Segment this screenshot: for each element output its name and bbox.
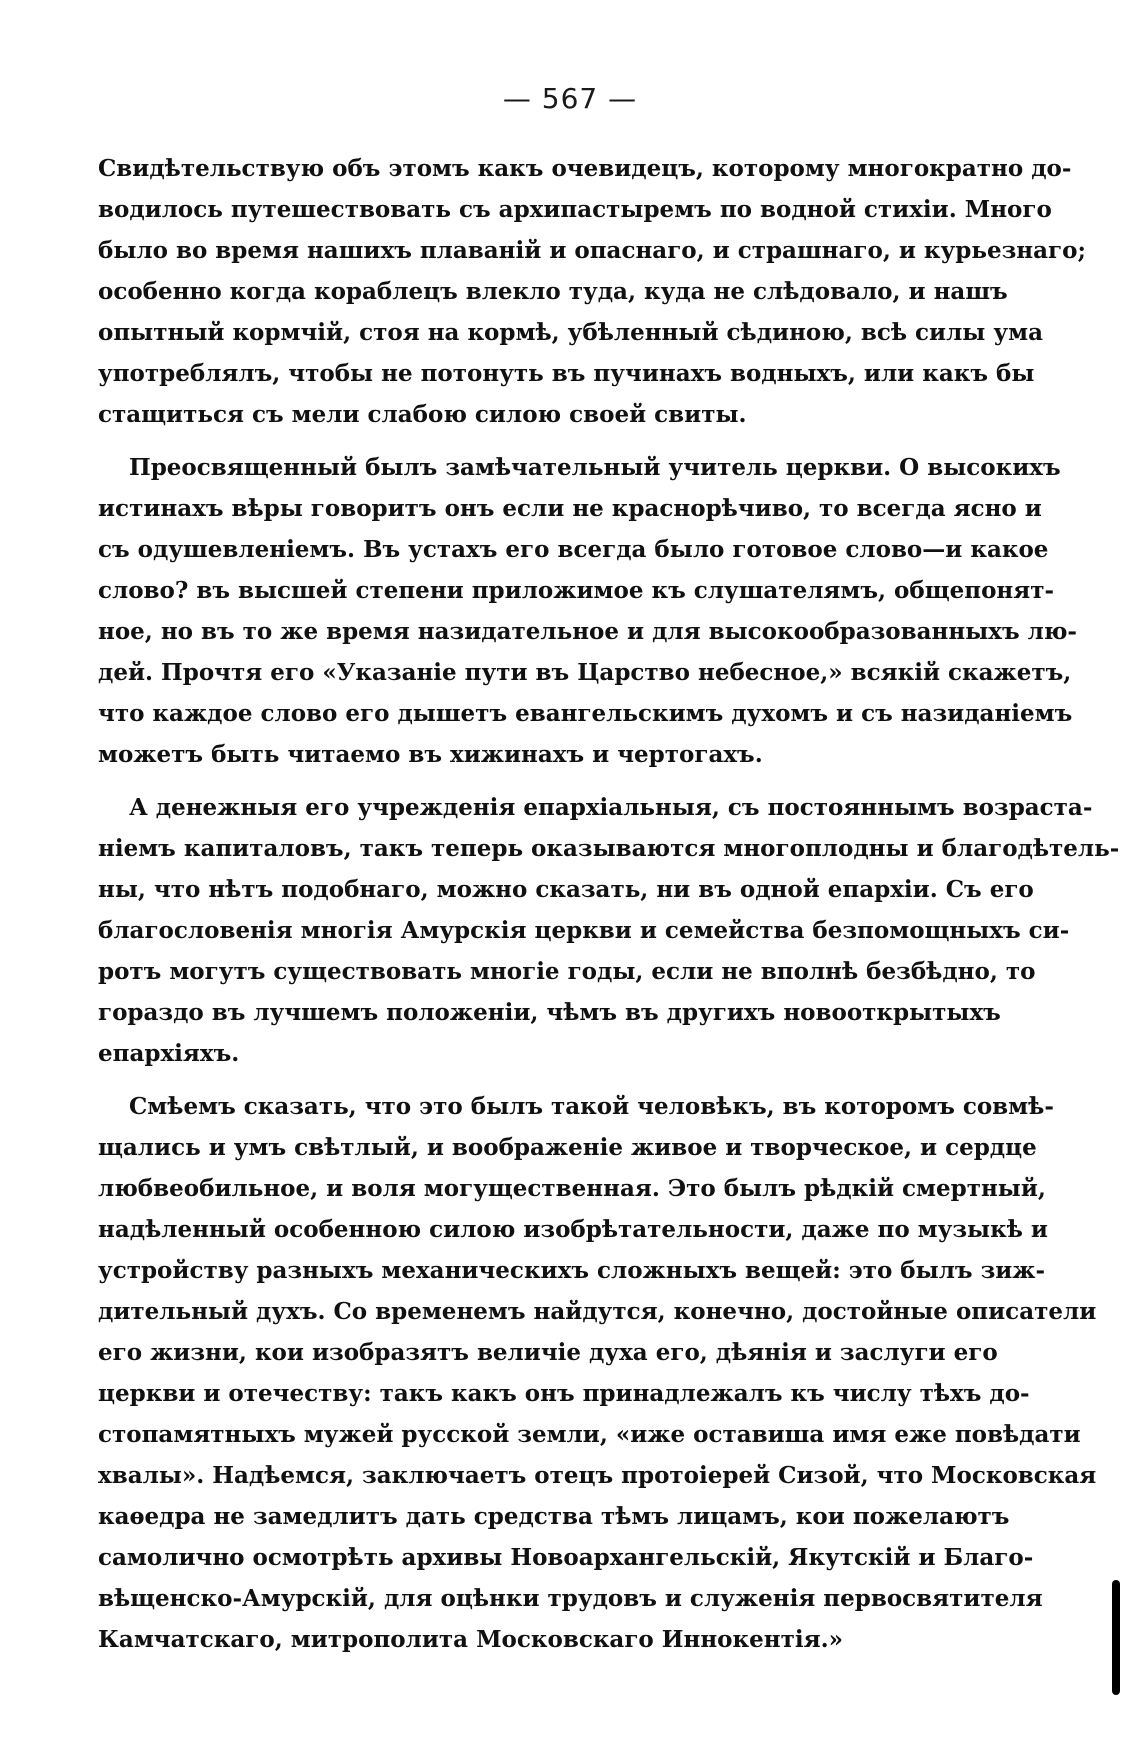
text-line: ротъ могутъ существовать многіе годы, если не вполнѣ безбѣдно, то <box>98 958 1036 985</box>
text-line: его жизни, кои изобразятъ величіе духа его, дѣянія и заслуги его <box>98 1339 998 1366</box>
text-line: истинахъ вѣры говоритъ онъ если не краснорѣчиво, то всегда ясно и <box>98 495 1042 522</box>
text-line: что каждое слово его дышетъ евангельскимъ духомъ и съ назиданіемъ <box>98 700 1073 727</box>
text-line: было во время нашихъ плаваній и опаснаго, и страшнаго, и курьезнаго; <box>98 237 1086 264</box>
text-line: ное, но въ то же время назидательное и для высокообразованныхъ лю- <box>98 618 1077 645</box>
text-line: Свидѣтельствую объ этомъ какъ очевидецъ, которому многократно до- <box>98 155 1072 182</box>
text-line: стопамятныхъ мужей русской земли, «иже оставиша имя еже повѣдати <box>98 1421 1081 1448</box>
text-line: церкви и отечеству: такъ какъ онъ принадлежалъ къ числу тѣхъ до- <box>98 1380 1030 1407</box>
text-line: водилось путешествовать съ архипастыремъ по водной стихіи. Много <box>98 196 1052 223</box>
text-line: самолично осмотрѣть архивы Новоархангельскій, Якутскій и Благо- <box>98 1544 1034 1571</box>
text-line: дительный духъ. Со временемъ найдутся, конечно, достойные описатели <box>98 1298 1097 1325</box>
text-line: дей. Прочтя его «Указаніе пути въ Царство небесное,» всякій скажетъ, <box>98 659 1072 686</box>
text-line: опытный кормчій, стоя на кормѣ, убѣленный сѣдиною, всѣ силы ума <box>98 319 1043 346</box>
page-number: — 567 — <box>502 82 638 115</box>
text-line: съ одушевленіемъ. Въ устахъ его всегда было готовое слово—и какое <box>98 536 1049 563</box>
text-line: Смѣемъ сказать, что это былъ такой человѣкъ, въ которомъ совмѣ- <box>129 1093 1054 1120</box>
text-line: устройству разныхъ механическихъ сложныхъ вещей: это былъ зиж- <box>98 1257 1046 1284</box>
text-line: щались и умъ свѣтлый, и воображеніе живое и творческое, и сердце <box>98 1134 1037 1161</box>
text-line: слово? въ высшей степени приложимое къ слушателямъ, общепонят- <box>98 577 1055 604</box>
body-text <box>98 148 1120 1672</box>
text-line: епархіяхъ. <box>98 1040 240 1067</box>
paragraph-2 <box>98 447 1077 775</box>
paragraph-3 <box>98 787 1120 1074</box>
text-line: хвалы». Надѣемся, заключаетъ отецъ протоіерей Сизой, что Московская <box>98 1462 1097 1489</box>
text-line: благословенія многія Амурскія церкви и семейства безпомощныхъ си- <box>98 917 1070 944</box>
text-line: любвеобильное, и воля могущественная. Это былъ рѣдкій смертный, <box>98 1175 1046 1202</box>
text-line: А денежныя его учрежденія епархіальныя, съ постояннымъ возраста- <box>129 794 1093 821</box>
text-line: можетъ быть читаемо въ хижинахъ и чертогахъ. <box>98 741 763 768</box>
text-line: ны, что нѣтъ подобнаго, можно сказать, ни въ одной епархіи. Съ его <box>98 876 1034 903</box>
text-line: употреблялъ, чтобы не потонуть въ пучинахъ водныхъ, или какъ бы <box>98 360 1035 387</box>
text-line: Преосвященный былъ замѣчательный учитель церкви. О высокихъ <box>129 454 1061 481</box>
text-line: надѣленный особенною силою изобрѣтательности, даже по музыкѣ и <box>98 1216 1048 1243</box>
text-line: Камчатскаго, митрополита Московскаго Иннокентія.» <box>98 1626 843 1653</box>
text-line: каѳедра не замедлитъ дать средства тѣмъ лицамъ, кои пожелаютъ <box>98 1503 1010 1530</box>
text-line: особенно когда кораблецъ влекло туда, куда не слѣдовало, и нашъ <box>98 278 1008 305</box>
text-line: вѣщенско-Амурскій, для оцѣнки трудовъ и служенія первосвятителя <box>98 1585 1043 1612</box>
paragraph-1 <box>98 148 1086 435</box>
text-line: ніемъ капиталовъ, такъ теперь оказываются многоплодны и благодѣтель- <box>98 835 1120 862</box>
text-line: гораздо въ лучшемъ положеніи, чѣмъ въ другихъ новооткрытыхъ <box>98 999 1001 1026</box>
text-line: стащиться съ мели слабою силою своей свиты. <box>98 401 747 428</box>
scan-edge-mark <box>1112 1580 1120 1695</box>
paragraph-4 <box>98 1086 1097 1660</box>
